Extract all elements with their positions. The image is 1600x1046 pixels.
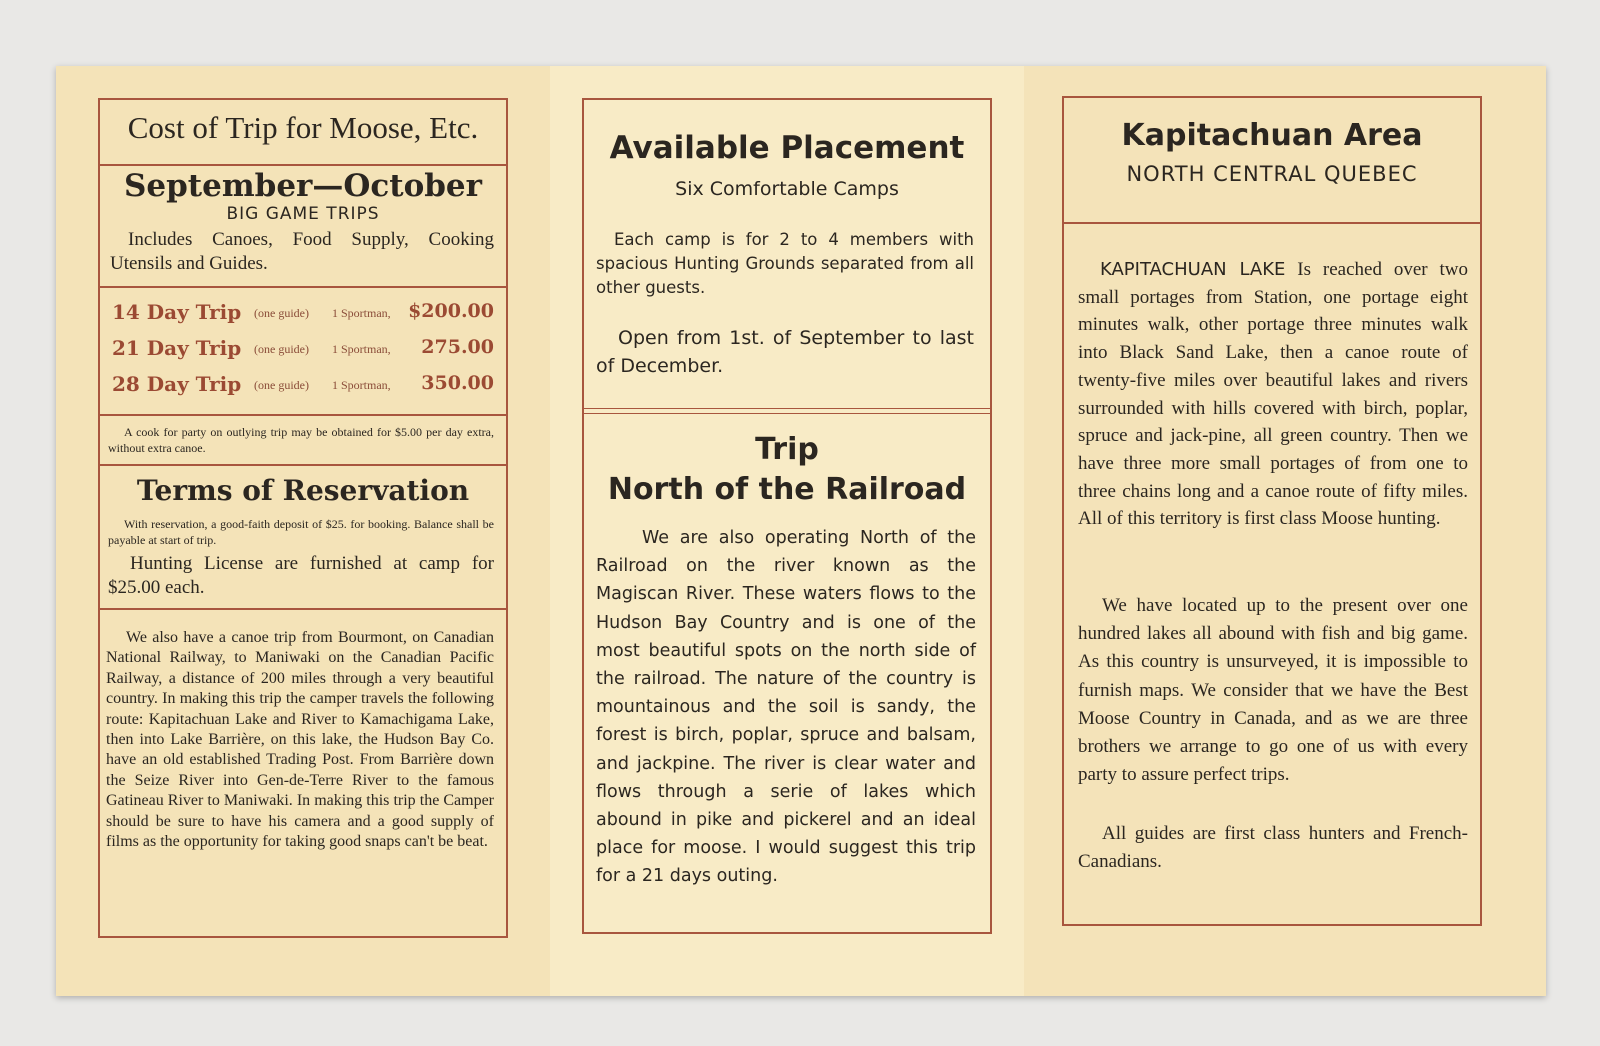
trip-row-14 — [112, 300, 494, 330]
placement-text: Each camp is for 2 to 4 members with spacious Hunting Grounds separated from all other guests. — [596, 230, 974, 297]
lake-lead: KAPITACHUAN LAKE — [1100, 259, 1286, 280]
divider — [100, 286, 506, 288]
terms-title: Terms of Reservation — [136, 474, 470, 507]
middle-panel-frame — [582, 98, 992, 934]
open-text: Open from 1st. of September to last of December. — [596, 327, 974, 377]
left-panel-frame — [98, 98, 508, 938]
trip-price: 350.00 — [421, 372, 494, 394]
placement-title: Available Placement — [609, 130, 965, 166]
trip-sportsman: 1 Sportman, — [332, 342, 391, 356]
lake-text — [1078, 256, 1468, 533]
trip-sportsman: 1 Sportman, — [332, 306, 391, 320]
canoe-trip-text: We also have a canoe trip from Bourmont, on Canadian National Railway, to Maniwaki on the Canadian Pacific Railway, a distance of 200 miles through a very beautiful country. In making this trip the camper travels the following route: Kapitachuan Lake and River to Kamachigama Lake, then into Lake Barrière, on this lake, the Hudson Bay Co. have an old established Trading Post. From Barrière down the Seize River into Gen-de-Terre River to the famous Gatineau River to Maniwaki. In making this trip the Camper should be sure to have his camera and a good supply of films as the opportunity for taking good snaps can't be beat. — [106, 629, 494, 851]
trip-days: 14 Day Trip — [112, 300, 242, 324]
trip-guide: (one guide) — [254, 306, 309, 320]
divider — [100, 414, 506, 416]
divider — [100, 164, 506, 166]
trip-title-line-1: Trip — [755, 432, 819, 467]
terms-note: With reservation, a good-faith deposit of $25. for booking. Balance shall be payable at start of trip. — [108, 517, 494, 547]
trip-days: 28 Day Trip — [112, 372, 242, 396]
divider — [100, 608, 506, 610]
season-title: September—October — [124, 168, 482, 204]
divider — [100, 464, 506, 466]
season-subtitle: BIG GAME TRIPS — [226, 204, 380, 224]
cook-note: A cook for party on outlying trip may be obtained for $5.00 per day extra, without extra canoe. — [108, 425, 494, 455]
trip-price: $200.00 — [408, 300, 494, 322]
trip-title-line-2: North of the Railroad — [607, 472, 967, 507]
trip-text: We are also operating North of the Railroad on the river known as the Magiscan River. These waters flows to the Hudson Bay Country and is one of the most beautiful spots on the north side of the railroad. The nature of the country is mountainous and the soil is sandy, the forest is birch, poplar, spruce and balsam, and jackpine. The river is clear water and flows through a serie of lakes which abound in pike and pickerel and an ideal place for moose. I would suggest this trip for a 21 days outing. — [596, 528, 976, 887]
lake-description: Is reached over two small portages from Station, one portage eight minutes walk, other portage three minutes walk into Black Sand Lake, then a canoe route of twenty-five miles over beautiful lakes and rivers surrounded with hills covered with birch, poplar, spruce and jack-pine, all green country. Then we have three more small portages of from one to three chains long and a canoe route of fifty miles. All of this territory is first class Moose hunting. — [1078, 259, 1468, 530]
guides-text: All guides are first class hunters and French-Canadians. — [1078, 823, 1468, 873]
trip-row-28 — [112, 372, 494, 402]
license-text: Hunting License are furnished at camp for $25.00 each. — [108, 553, 494, 598]
left-panel — [56, 66, 550, 996]
trip-guide: (one guide) — [254, 342, 309, 356]
right-panel — [1024, 66, 1546, 996]
trip-price: 275.00 — [421, 336, 494, 358]
placement-subtitle: Six Comfortable Camps — [675, 178, 899, 200]
trip-days: 21 Day Trip — [112, 336, 242, 360]
trip-guide: (one guide) — [254, 378, 309, 392]
cost-title: Cost of Trip for Moose, Etc. — [127, 110, 479, 145]
divider — [1064, 222, 1480, 224]
area-subtitle: NORTH CENTRAL QUEBEC — [1126, 162, 1418, 186]
middle-panel — [550, 66, 1024, 996]
includes-text: Includes Canoes, Food Supply, Cooking Utensils and Guides. — [110, 229, 494, 274]
right-panel-frame — [1062, 96, 1482, 926]
trip-row-21 — [112, 336, 494, 366]
trip-sportsman: 1 Sportman, — [332, 378, 391, 392]
divider — [584, 408, 990, 414]
area-title: Kapitachuan Area — [1121, 118, 1423, 153]
brochure — [56, 66, 1546, 996]
located-text: We have located up to the present over one hundred lakes all abound with fish and big game. As this country is unsurveyed, it is impossible to furnish maps. We consider that we have the Best Moose Country in Canada, and as we are three brothers we arrange to go one of us with every party to assure perfect trips. — [1078, 595, 1468, 786]
